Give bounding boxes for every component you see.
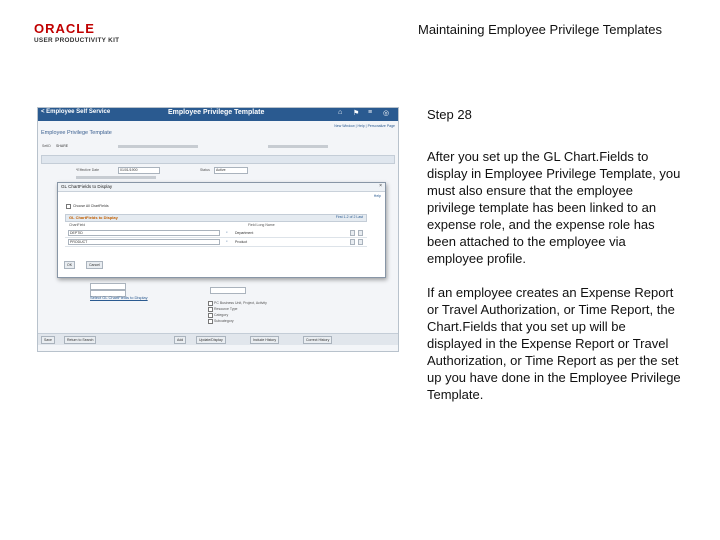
gl-chartfields-modal xyxy=(57,182,386,278)
chartfield-input[interactable] xyxy=(68,230,220,236)
column-chartfield: ChartField xyxy=(69,223,86,227)
option-label: Category xyxy=(214,313,229,317)
help-link[interactable]: Help xyxy=(373,194,381,198)
column-description: Field Long Name xyxy=(248,223,275,227)
add-row-button[interactable] xyxy=(350,230,355,236)
chartfield-input[interactable] xyxy=(68,239,220,245)
choose-all-label: Choose All ChartFields xyxy=(73,204,109,208)
grid-navigation[interactable]: First 1-2 of 2 Last xyxy=(335,215,363,219)
option-checkbox[interactable] xyxy=(208,301,213,306)
ok-button[interactable]: OK xyxy=(64,261,75,269)
setid-value: SHARE xyxy=(56,144,69,148)
setid-label: SetID xyxy=(42,144,51,148)
delete-row-button[interactable] xyxy=(358,239,363,245)
grid-title: GL ChartFields to Display xyxy=(69,215,118,220)
page-title: Employee Privilege Template xyxy=(41,130,112,136)
option-label: Resource Type xyxy=(214,307,238,311)
description-value: Department xyxy=(235,231,254,235)
add-row-button[interactable] xyxy=(350,239,355,245)
home-icon[interactable]: ⌂ xyxy=(338,109,343,116)
status-value: Active xyxy=(216,168,226,172)
option-label: PC Business Unit, Project, Activity xyxy=(214,301,267,305)
correct-history-button[interactable]: Correct History xyxy=(303,336,332,344)
detail-line xyxy=(118,145,198,148)
add-button[interactable]: Add xyxy=(174,336,186,344)
detail-line xyxy=(76,176,156,179)
section-header xyxy=(41,155,395,164)
back-link[interactable]: < Employee Self Service xyxy=(41,109,111,115)
lower-select[interactable] xyxy=(210,287,246,294)
detail-line xyxy=(268,145,328,148)
step-label: Step 28 xyxy=(427,107,472,122)
lookup-icon[interactable]: ⌕ xyxy=(226,230,228,234)
chartfield-value: PRODUCT xyxy=(70,240,88,244)
modal-title: GL ChartFields to Display xyxy=(61,184,113,189)
table-row xyxy=(65,239,367,247)
choose-all-checkbox[interactable] xyxy=(66,204,71,209)
status-label: Status xyxy=(200,168,210,172)
delete-row-button[interactable] xyxy=(358,230,363,236)
option-checkbox[interactable] xyxy=(208,319,213,324)
cancel-button[interactable]: Cancel xyxy=(86,261,103,269)
flag-icon[interactable]: ⚑ xyxy=(353,110,360,117)
instruction-paragraph: If an employee creates an Expense Report or Travel Authorization, or Time Report, the Chart.Fields that you set up will be displayed in the Expense Report or Travel Authorization, or Time Report as per the set up you have done in the Employee Privilege Template. xyxy=(427,285,681,402)
circle-icon[interactable]: ◎ xyxy=(383,110,390,117)
oracle-logo-text: ORACLE xyxy=(34,21,95,36)
table-row xyxy=(65,230,367,238)
header-links[interactable]: New Window | Help | Personalize Page xyxy=(334,124,395,128)
option-checkbox[interactable] xyxy=(208,313,213,318)
option-checkbox[interactable] xyxy=(208,307,213,312)
bottom-toolbar xyxy=(38,333,398,345)
option-label: Subcategory xyxy=(214,319,234,323)
update-display-button[interactable]: Update/Display xyxy=(196,336,226,344)
select-chartfields-link[interactable]: Select GL ChartFields to Display xyxy=(90,295,148,300)
oracle-logo xyxy=(34,22,134,44)
title-bar xyxy=(38,108,398,121)
save-button[interactable]: Save xyxy=(41,336,55,344)
document-title: Maintaining Employee Privilege Templates xyxy=(418,22,662,37)
modal-title-bar xyxy=(58,183,385,192)
effective-date-label: *Effective Date xyxy=(76,168,100,172)
effective-date-value: 01/01/1900 xyxy=(120,168,138,172)
chartfield-value: DEPTID xyxy=(70,231,83,235)
menu-icon[interactable]: ≡ xyxy=(368,109,373,116)
instruction-paragraph: After you set up the GL Chart.Fields to display in Employee Privilege Template, you must also ensure that the employee privilege template has been linked to an expense role, and the expense role has been attached to the employee via employee profile. xyxy=(427,149,681,266)
close-icon[interactable]: × xyxy=(379,183,382,189)
lower-input[interactable] xyxy=(90,283,126,290)
screen-title: Employee Privilege Template xyxy=(168,109,265,116)
description-value: Product xyxy=(235,240,248,244)
upk-logo-text: USER PRODUCTIVITY KIT xyxy=(34,37,120,44)
include-history-button[interactable]: Include History xyxy=(250,336,279,344)
lookup-icon[interactable]: ⌕ xyxy=(226,239,228,243)
return-to-search-button[interactable]: Return to Search xyxy=(64,336,96,344)
grid-header xyxy=(65,214,367,222)
peoplesoft-screenshot xyxy=(37,107,399,352)
